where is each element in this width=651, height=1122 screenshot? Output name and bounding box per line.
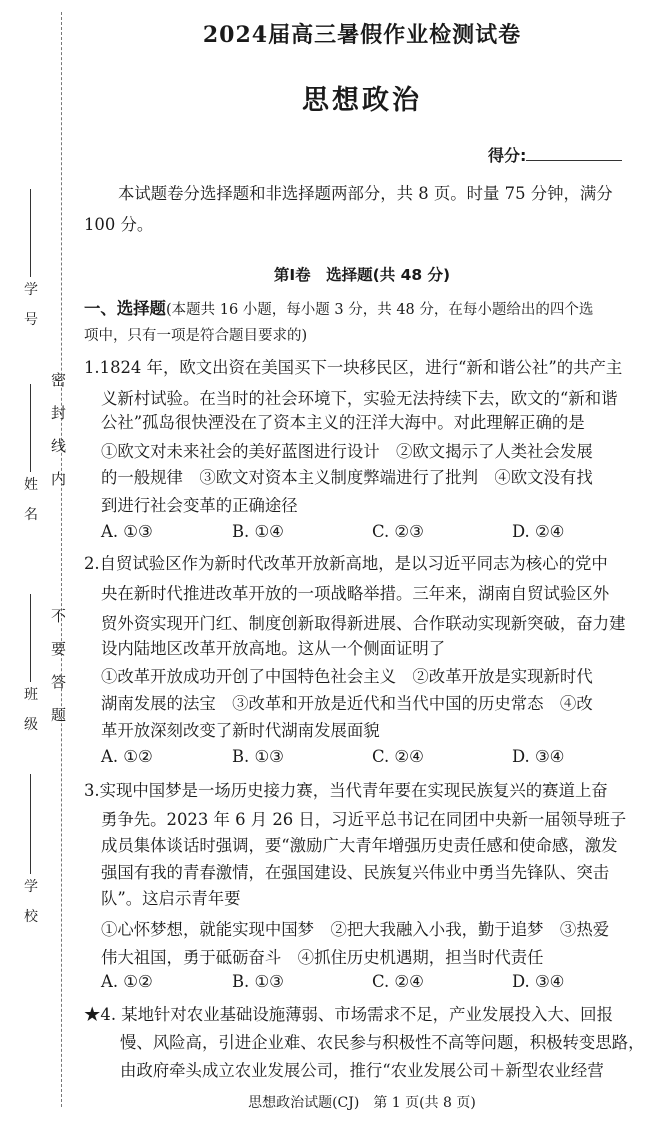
field-student-id[interactable] bbox=[20, 185, 40, 341]
q2-line: 革开放深刻改变了新时代湖南发展面貌 bbox=[101, 721, 380, 740]
intro-line-1: 本试题卷分选择题和非选择题两部分，共 8 页。时量 75 分钟，满分 bbox=[118, 184, 613, 203]
q1-line: 1.1824 年，欧文出资在美国买下一块移民区，进行“新和谐公社”的共产主 bbox=[84, 358, 623, 377]
q1-option-a[interactable]: A. ①③ bbox=[101, 522, 153, 541]
school-underline[interactable] bbox=[30, 774, 31, 874]
star-icon: ★ bbox=[84, 1005, 101, 1024]
q4-line: 由政府牵头成立农业发展公司，推行“农业发展公司＋新型农业经营 bbox=[120, 1061, 604, 1080]
q3-line: 强国有我的青春激情，在强国建设、民族复兴伟业中勇当先锋队、突击 bbox=[101, 863, 610, 882]
q3-option-d[interactable]: D. ③④ bbox=[512, 972, 565, 991]
q4-line: 4. 某地针对农业基础设施薄弱、市场需求不足，产业发展投入大、回报 bbox=[100, 1005, 613, 1024]
q2-line: 湖南发展的法宝 ③改革和开放是近代和当代中国的历史常态 ④改 bbox=[101, 694, 593, 713]
q2-option-c[interactable]: C. ②④ bbox=[372, 747, 424, 766]
q3-line: 队”。这启示青年要 bbox=[101, 889, 241, 908]
student-id-underline[interactable] bbox=[30, 189, 31, 277]
exam-title: 2024届高三暑假作业检测试卷 bbox=[202, 22, 522, 48]
field-name[interactable] bbox=[20, 380, 40, 536]
score-blank[interactable] bbox=[526, 146, 622, 161]
q2-option-d[interactable]: D. ③④ bbox=[512, 747, 565, 766]
class-underline[interactable] bbox=[30, 594, 31, 682]
seal-instruction-2: 不要答题 bbox=[49, 608, 67, 740]
q1-option-c[interactable]: C. ②③ bbox=[372, 522, 424, 541]
q2-option-a[interactable]: A. ①② bbox=[101, 747, 153, 766]
part1-note-2: 项中，只有一项是符合题目要求的) bbox=[84, 328, 308, 344]
seal-instruction-1: 密封线内 bbox=[49, 372, 67, 504]
subject-title: 思想政治 bbox=[302, 85, 422, 116]
field-label-student-id: 学号 bbox=[22, 281, 38, 342]
q1-line: 公社”孤岛很快湮没在了资本主义的汪洋大海中。对此理解正确的是 bbox=[101, 413, 585, 432]
score-box[interactable] bbox=[488, 143, 622, 166]
q3-line: 勇争先。2023 年 6 月 26 日，习近平总书记在同团中央新一届领导班子 bbox=[101, 810, 627, 829]
score-label: 得分: bbox=[488, 146, 527, 165]
page-footer: 思想政治试题(CJ) 第 1 页(共 8 页) bbox=[248, 1095, 476, 1111]
field-school[interactable] bbox=[20, 770, 40, 938]
q1-line: ①欧文对未来社会的美好蓝图进行设计 ②欧文揭示了人类社会发展 bbox=[101, 442, 593, 461]
q2-line: 贸外资实现开门红、制度创新取得新进展、合作联动实现新突破，奋力建 bbox=[101, 614, 626, 633]
field-label-class: 班级 bbox=[22, 686, 38, 747]
q2-option-b[interactable]: B. ①③ bbox=[232, 747, 284, 766]
field-class[interactable] bbox=[20, 590, 40, 746]
q3-line: 成员集体谈话时强调，要“激励广大青年增强历史责任感和使命感，激发 bbox=[101, 836, 618, 855]
name-underline[interactable] bbox=[30, 384, 31, 472]
part1-note-1: (本题共 16 小题，每小题 3 分，共 48 分，在每小题给出的四个选 bbox=[165, 302, 594, 318]
q1-option-b[interactable]: B. ①④ bbox=[232, 522, 284, 541]
q3-option-b[interactable]: B. ①③ bbox=[232, 972, 284, 991]
seal-line bbox=[61, 12, 62, 1107]
section-title: 第Ⅰ卷 选择题(共 48 分) bbox=[273, 266, 451, 284]
part1-heading-row bbox=[84, 295, 593, 319]
q2-line: 2.自贸试验区作为新时代改革开放新高地，是以习近平同志为核心的党中 bbox=[84, 554, 608, 573]
q3-option-a[interactable]: A. ①② bbox=[101, 972, 153, 991]
binding-sidebar bbox=[0, 0, 70, 1122]
q2-line: ①改革开放成功开创了中国特色社会主义 ②改革开放是实现新时代 bbox=[101, 667, 593, 686]
q3-option-c[interactable]: C. ②④ bbox=[372, 972, 424, 991]
q3-line: 3.实现中国梦是一场历史接力赛，当代青年要在实现民族复兴的赛道上奋 bbox=[84, 781, 608, 800]
q4-line: 慢、风险高，引进企业难、农民参与积极性不高等问题，积极转变思路， bbox=[120, 1033, 645, 1052]
q2-line: 央在新时代推进改革开放的一项战略举措。三年来，湖南自贸试验区外 bbox=[101, 584, 610, 603]
q3-line: ①心怀梦想，就能实现中国梦 ②把大我融入小我，勤于追梦 ③热爱 bbox=[101, 920, 610, 939]
q1-option-d[interactable]: D. ②④ bbox=[512, 522, 565, 541]
q1-line: 的一般规律 ③欧文对资本主义制度弊端进行了批判 ④欧文没有找 bbox=[101, 468, 593, 487]
q4-first-line bbox=[84, 1001, 613, 1025]
q3-line: 伟大祖国，勇于砥砺奋斗 ④抓住历史机遇期，担当时代责任 bbox=[101, 948, 544, 967]
field-label-school: 学校 bbox=[22, 878, 38, 939]
q1-line: 到进行社会变革的正确途径 bbox=[101, 496, 298, 515]
q1-line: 义新村试验。在当时的社会环境下，实验无法持续下去，欧文的“新和谐 bbox=[101, 389, 618, 408]
field-label-name: 姓名 bbox=[22, 476, 38, 537]
intro-line-2: 100 分。 bbox=[84, 215, 154, 234]
q2-line: 设内陆地区改革开放高地。这从一个侧面证明了 bbox=[101, 639, 446, 658]
part1-heading: 一、选择题 bbox=[84, 299, 166, 318]
